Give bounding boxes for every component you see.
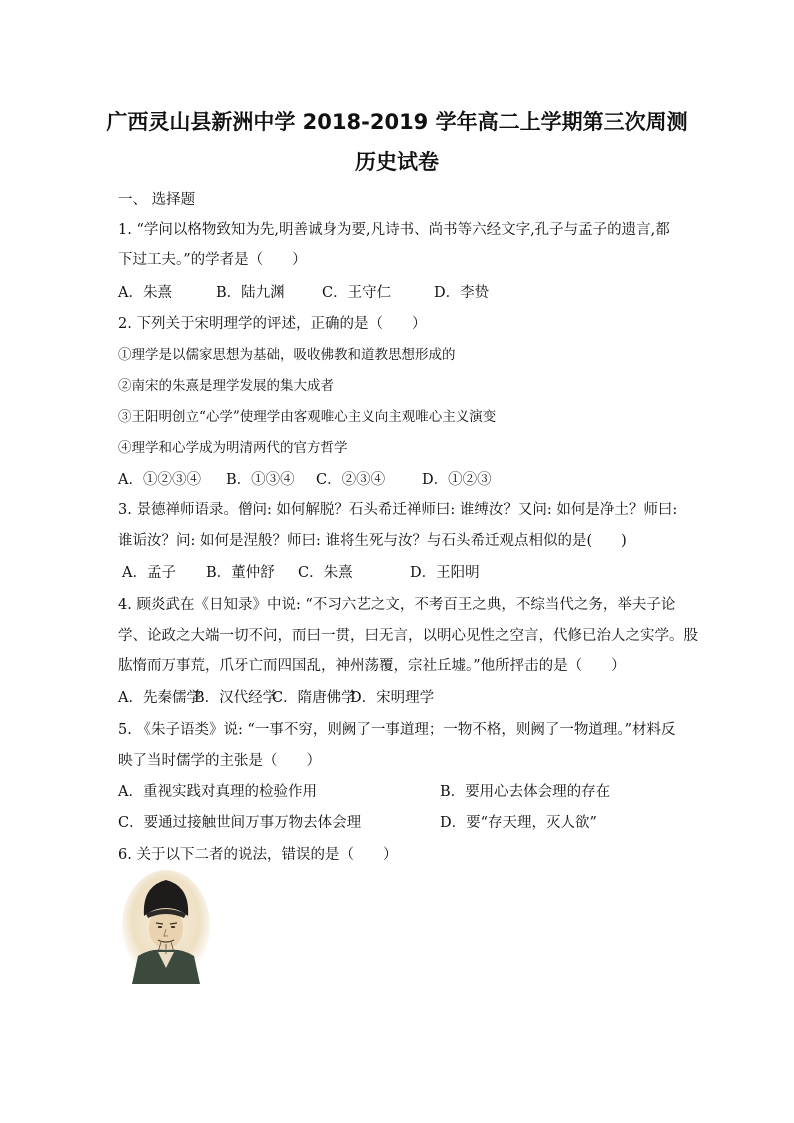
q2-options — [118, 468, 492, 489]
q6-stem: 6. 关于以下二者的说法，错误的是（ ） — [118, 847, 398, 863]
section-heading: 一、 选择题 — [118, 192, 196, 208]
q3-option-c: C．朱熹 — [298, 565, 353, 581]
q2-option-a: A．①②③④ — [118, 472, 201, 488]
q1-option-a: A．朱熹 — [118, 285, 172, 301]
q5-option-d: D．要“存天理，灭人欲” — [440, 815, 597, 831]
q4-option-b: B．汉代经学 — [194, 690, 278, 706]
q3-stem-line1: 3. 景德禅师语录。僧问: 如何解脱？石头希迁禅师曰: 谁缚汝？又问: 如何是净土？师曰: — [118, 502, 678, 518]
q5-options-row2 — [118, 811, 597, 832]
q2-item: ③王阳明创立“心学”使理学由客观唯心主义向主观唯心主义演变 — [118, 409, 497, 425]
q5-option-b: B．要用心去体会理的存在 — [440, 784, 611, 800]
exam-title-line1: 广西灵山县新洲中学 2018-2019 学年高二上学期第三次周测 — [106, 110, 688, 134]
q1-option-d: D．李贽 — [434, 285, 490, 301]
q4-option-a: A．先秦儒学 — [118, 690, 201, 706]
q2-item: ④理学和心学成为明清两代的官方哲学 — [118, 440, 348, 456]
q3-option-b: B．董仲舒 — [206, 565, 275, 581]
q4-stem-line1: 4. 顾炎武在《日知录》中说: “不习六艺之文，不考百王之典，不综当代之务，举夫子论 — [118, 597, 676, 613]
q4-option-d: D．宋明理学 — [350, 690, 435, 706]
q5-options-row1 — [118, 780, 610, 801]
q3-stem-line2: 谁诟汝？问: 如何是涅般？师曰: 谁将生死与汝？与石头希迁观点相似的是( ) — [118, 533, 627, 549]
q2-option-b: B．①③④ — [226, 472, 295, 488]
q1-option-c: C．王守仁 — [322, 285, 392, 301]
q2-stem: 2. 下列关于宋明理学的评述，正确的是（ ） — [118, 316, 427, 332]
q1-stem-line2: 下过工夫。”的学者是（ ） — [118, 252, 307, 268]
q5-option-c: C．要通过接触世间万事万物去体会理 — [118, 815, 362, 831]
q2-item: ②南宋的朱熹是理学发展的集大成者 — [118, 378, 334, 394]
q2-option-d: D．①②③ — [422, 472, 492, 488]
q3-option-a: A．孟子 — [122, 565, 176, 581]
q1-options — [118, 281, 489, 302]
q4-stem-line2: 学、论政之大端一切不问，而曰一贯，曰无言，以明心见性之空言，代修已治人之实学。股 — [118, 628, 698, 644]
scholar-portrait-image — [120, 868, 212, 984]
q5-stem-line2: 映了当时儒学的主张是（ ） — [118, 753, 321, 769]
q1-stem-line1: 1. “学问以格物致知为先,明善诚身为要,凡诗书、尚书等六经文字,孔子与孟子的遗言,都 — [118, 222, 670, 238]
q3-option-d: D．王阳明 — [410, 565, 480, 581]
q2-option-c: C．②③④ — [316, 472, 386, 488]
q3-options — [122, 561, 480, 582]
q1-option-b: B．陆九渊 — [216, 285, 285, 301]
exam-title-line2: 历史试卷 — [355, 150, 439, 174]
q2-item: ①理学是以儒家思想为基础，吸收佛教和道教思想形成的 — [118, 347, 456, 363]
q5-option-a: A．重视实践对真理的检验作用 — [118, 784, 317, 800]
q4-stem-line3: 肱惰而万事荒，爪牙亡而四国乱，神州荡覆，宗社丘墟。”他所抨击的是（ ） — [118, 658, 626, 674]
q4-options — [118, 686, 434, 707]
q4-option-c: C．隋唐佛学 — [272, 690, 356, 706]
q5-stem-line1: 5. 《朱子语类》说: “一事不穷，则阙了一事道理；一物不格，则阙了一物道理。”材料反 — [118, 722, 676, 738]
